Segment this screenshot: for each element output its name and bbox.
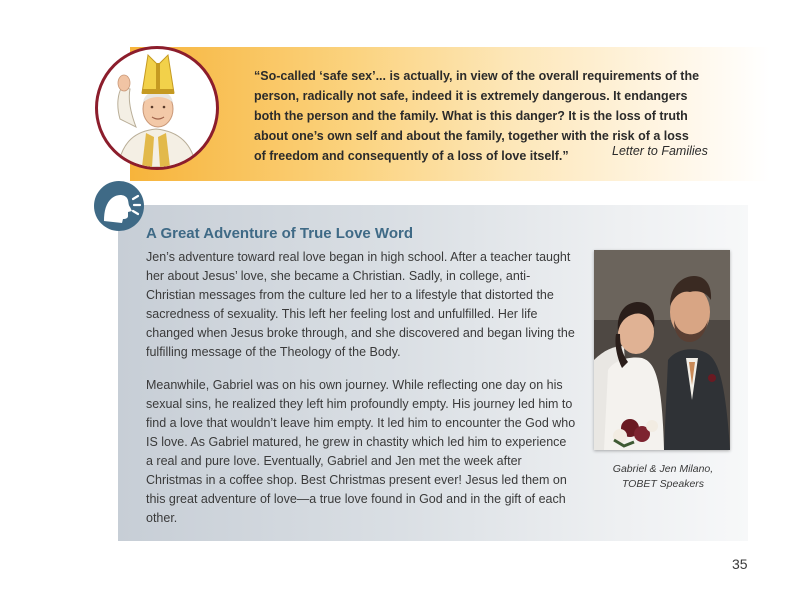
pope-portrait-image — [95, 46, 219, 170]
story-title: A Great Adventure of True Love Word — [146, 225, 413, 242]
story-body — [146, 248, 576, 542]
speaking-head-icon — [94, 181, 144, 231]
caption-line: Gabriel & Jen Milano, — [612, 463, 714, 475]
quote-source: Letter to Families — [612, 144, 708, 158]
quote-line: about one’s own self and about the family, together with the risk of a loss — [254, 129, 689, 143]
couple-photo — [594, 250, 730, 450]
photo-caption — [590, 462, 736, 492]
story-paragraph: Meanwhile, Gabriel was on his own journey. While reflecting one day on his sexual sins, he realized they left him profoundly empty. His journey led him to find a love that wouldn’t leave him empty. It led him to encounter the God who IS love. As Gabriel matured, he grew in chastity which led him to experience a real and pure love. Eventually, Gabriel and Jen met the week after Christmas in a coffee shop. Best Christmas present ever! Jesus led them on this great adventure of love—a true love found in God and in the gift of each other. — [146, 378, 576, 525]
quote-line: “So-called ‘safe sex’... is actually, in view of the overall requirements of the — [254, 69, 700, 83]
page-number: 35 — [732, 556, 748, 572]
quote-line: person, radically not safe, indeed it is extremely dangerous. It endangers — [254, 89, 688, 103]
caption-line: TOBET Speakers — [621, 478, 705, 490]
story-paragraph: Jen’s adventure toward real love began in high school. After a teacher taught her about Jesus’ love, she became a Christian. Sadly, in college, anti-Christian messages from the culture led her to a lifestyle that distorted the sacredness of sexuality. This left her feeling lost and unfulfilled. Her life changed when Jesus broke through, and she discovered and began living the fulfilling message of the Theology of the Body. — [146, 250, 575, 359]
quote-line: of freedom and consequently of a loss of love itself.” — [254, 149, 569, 163]
quote-line: both the person and the family. What is this danger? It is the loss of truth — [254, 109, 688, 123]
